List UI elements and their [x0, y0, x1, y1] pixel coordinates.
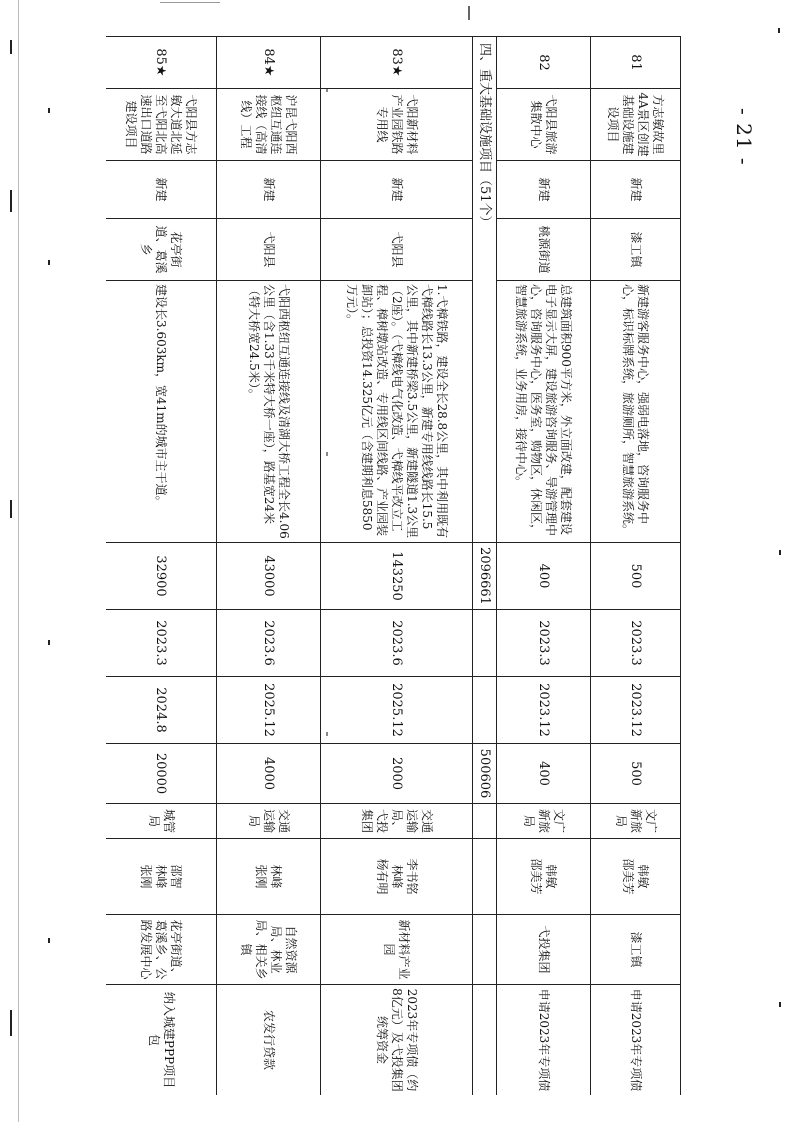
cell-end: 2025.12 [321, 677, 473, 744]
cell-funding: 农发行贷款 [217, 985, 321, 1096]
cell-name: 弋阳县旅游集散中心 [497, 89, 591, 161]
table-row [591, 37, 681, 1096]
cell-leaders: 韩敏 邵美芳 [591, 839, 681, 915]
cell-nature: 新建 [321, 161, 473, 219]
cell-implementer: 弋投集团 [497, 915, 591, 985]
cell-name: 弋阳新材料产业园铁路专用线 [321, 89, 473, 161]
table-row [321, 37, 473, 1096]
section-empty-cell [473, 804, 497, 839]
cell-location: 花亭街道、葛溪乡 [106, 219, 217, 281]
cell-nature: 新建 [217, 161, 321, 219]
cell-total-investment: 143250 [321, 543, 473, 610]
cell-lead-unit: 文广新旅局 [591, 804, 681, 839]
cell-content: 建设长3.603km，宽41m的城市主干道。 [106, 281, 217, 543]
cell-implementer: 漆工镇 [591, 915, 681, 985]
cell-end: 2025.12 [217, 677, 321, 744]
cell-start: 2023.3 [591, 610, 681, 677]
section-total-investment: 2096661 [473, 543, 497, 610]
page-number: - 21 - [732, 108, 756, 166]
cell-location: 漆工镇 [591, 219, 681, 281]
cell-implementer: 自然资源局、林业局、相关乡镇 [217, 915, 321, 985]
cell-no: 83★ [321, 37, 473, 89]
cell-funding: 纳入城建PPP项目包 [106, 985, 217, 1096]
table-row [106, 37, 217, 1096]
cell-start: 2023.3 [497, 610, 591, 677]
cell-annual-investment: 500 [591, 744, 681, 804]
cell-end: 2023.12 [497, 677, 591, 744]
cell-nature: 新建 [591, 161, 681, 219]
cell-start: 2023.6 [217, 610, 321, 677]
cell-name: 沪昆弋阳西枢纽互通连接线（高清线）工程 [217, 89, 321, 161]
table-row [217, 37, 321, 1096]
cell-lead-unit: 交通运输局 [217, 804, 321, 839]
section-empty-cell [473, 677, 497, 744]
cell-annual-investment: 20000 [106, 744, 217, 804]
section-empty-cell [473, 839, 497, 915]
cell-name: 方志敏故里4A景区创建基础设施建设项目 [591, 89, 681, 161]
section-empty-cell [473, 985, 497, 1096]
cell-end: 2023.12 [591, 677, 681, 744]
section-row [473, 37, 497, 1096]
cell-no: 84★ [217, 37, 321, 89]
cell-content: 1.弋樟铁路，建设全长28.8公里，其中利用既有弋樟线路长13.3公里，新建专用线线路长15.5公里，其中新建桥梁3.5公里，新建隧道1.3公里（2座）。（弋樟线电气化改造、弋樟线平改立工程、樟树墩站改造、专用线区间线路、产业园装卸站）；总投资14.325亿元（含建期利息5850万元）。 [321, 281, 473, 543]
cell-funding: 申请2023年专项债 [497, 985, 591, 1096]
cell-lead-unit: 交通运输局、弋投集团 [321, 804, 473, 839]
cell-lead-unit: 文广新旅局 [497, 804, 591, 839]
cell-location: 弋阳县 [217, 219, 321, 281]
cell-total-investment: 400 [497, 543, 591, 610]
cell-start: 2023.3 [106, 610, 217, 677]
cell-location: 弋阳县 [321, 219, 473, 281]
cell-name: 弋阳县方志敏大道北延至弋阳北高速出口道路建设项目 [106, 89, 217, 161]
cell-location: 桃源街道 [497, 219, 591, 281]
cell-implementer: 新材料产业园 [321, 915, 473, 985]
cell-end: 2024.8 [106, 677, 217, 744]
rotated-table [106, 36, 681, 1095]
cell-nature: 新建 [106, 161, 217, 219]
cell-content: 总建筑面积900平方米，外立面改建，配套建设电子显示大屏，建设旅游咨询服务、导游管理中心，咨询服务中心，医务室，购物区，休闲区，智慧旅游系统，业务用房，接待中心。 [497, 281, 591, 543]
section-annual-investment: 500606 [473, 744, 497, 804]
project-table [106, 36, 681, 1095]
cell-total-investment: 32900 [106, 543, 217, 610]
cell-annual-investment: 2000 [321, 744, 473, 804]
cell-start: 2023.6 [321, 610, 473, 677]
cell-no: 82 [497, 37, 591, 89]
cell-annual-investment: 4000 [217, 744, 321, 804]
section-title: 四、重大基础设施项目（51个） [473, 37, 497, 543]
section-empty-cell [473, 915, 497, 985]
cell-nature: 新建 [497, 161, 591, 219]
cell-total-investment: 500 [591, 543, 681, 610]
cell-annual-investment: 400 [497, 744, 591, 804]
rotated-table-frame [106, 36, 681, 1095]
cell-lead-unit: 城管局 [106, 804, 217, 839]
cell-leaders: 林峰 张刚 [217, 839, 321, 915]
table-row [497, 37, 591, 1096]
cell-implementer: 花亭街道、葛溪乡、公路发展中心 [106, 915, 217, 985]
cell-no: 81 [591, 37, 681, 89]
cell-leaders: 韩敏 邵美芳 [497, 839, 591, 915]
cell-no: 85★ [106, 37, 217, 89]
section-empty-cell [473, 610, 497, 677]
cell-content: 新建游客服务中心，强弱电落地，咨询服务中心，标识标牌系统，旅游厕所，智慧旅游系统。 [591, 281, 681, 543]
cell-leaders: 李书铭 林峰 杨有明 [321, 839, 473, 915]
cell-leaders: 邵智 林峰 张刚 [106, 839, 217, 915]
cell-funding: 2023年专项债（约8亿元）及弋投集团统筹资金 [321, 985, 473, 1096]
cell-total-investment: 43000 [217, 543, 321, 610]
cell-content: 弋阳西枢纽互通连接线及清湖大桥工程全长4.06公里（含1.33千米特大桥一座），路基宽24米（特大桥宽24.5米）。 [217, 281, 321, 543]
cell-funding: 申请2023年专项债 [591, 985, 681, 1096]
